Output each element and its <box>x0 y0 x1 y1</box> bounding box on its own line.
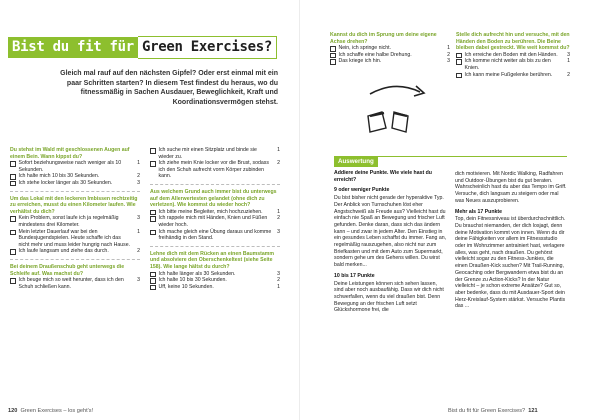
checkbox-icon[interactable] <box>150 272 156 278</box>
quiz-question: Stelle dich aufrecht hin und versuche, mit den Händen den Boden zu berühren. Die Beine bleiben dabei gestreckt. Wie weit kommst du? <box>456 32 570 52</box>
page-number-right: 121 <box>528 408 538 414</box>
checkbox-icon[interactable] <box>150 278 156 284</box>
evaluation-column-1 <box>334 170 447 318</box>
page-number-left: 120 <box>8 408 18 414</box>
quiz-option[interactable] <box>330 58 450 65</box>
option-points: 1 <box>277 208 280 215</box>
option-points: 3 <box>137 215 140 222</box>
quiz-option[interactable] <box>150 160 280 180</box>
option-points: 3 <box>277 270 280 277</box>
option-text: Ich kann meine Fußgelenke berühren. <box>464 71 553 78</box>
checkbox-icon[interactable] <box>330 46 336 52</box>
quiz-column-1 <box>10 147 140 290</box>
quiz-option[interactable] <box>456 52 570 59</box>
option-points: 2 <box>137 173 140 180</box>
quiz-option[interactable] <box>10 173 140 180</box>
quiz-option[interactable] <box>10 229 140 249</box>
quiz-column-3 <box>330 32 450 65</box>
checkbox-icon[interactable] <box>150 285 156 291</box>
checkbox-icon[interactable] <box>150 216 156 222</box>
question-divider <box>150 184 280 185</box>
option-points: 3 <box>277 228 280 235</box>
option-text: Ich halte länger als 30 Sekunden. <box>158 270 236 277</box>
option-text: Ich schaffe eine halbe Drehung. <box>338 51 412 58</box>
quiz-option[interactable] <box>10 248 140 255</box>
option-text: Sofort beziehungsweise nach weniger als 10 Sekunden. <box>18 160 122 173</box>
quiz-option[interactable] <box>10 180 140 187</box>
checkbox-icon[interactable] <box>10 230 16 236</box>
rotation-arrow-icon <box>370 86 420 94</box>
quiz-column-4 <box>456 32 570 78</box>
checkbox-icon[interactable] <box>10 181 16 187</box>
quiz-option[interactable] <box>10 277 140 290</box>
quiz-option[interactable] <box>330 52 450 59</box>
checkbox-icon[interactable] <box>10 278 16 284</box>
evaluation-heading: 9 oder weniger Punkte <box>334 187 390 194</box>
quiz-option[interactable] <box>150 229 280 242</box>
quiz-option[interactable] <box>456 72 570 79</box>
quiz-question: Bei deinem Draußenschub geht unterwegs die Schleife auf. Was machst du? <box>10 263 125 277</box>
quiz-option[interactable] <box>150 277 280 284</box>
checkbox-icon[interactable] <box>330 53 336 59</box>
option-text: Ich erreiche den Boden mit den Händen. <box>464 51 558 58</box>
footer-left <box>8 408 93 414</box>
option-text: Uff, keine 10 Sekunden. <box>158 283 214 290</box>
option-points: 3 <box>137 179 140 186</box>
option-text: Mein letzter Dauerlauf war bei den Bundesjugendspielen. Heute schaffe ich das nicht mehr und muss leider hungrig nach Hause. <box>18 228 131 248</box>
quiz-question: Kannst du dich im Sprung um deine eigene Achse drehen? <box>330 32 437 45</box>
option-text: Kein Problem, sonst laufe ich ja regelmäßig mindestens drei Kilometer. <box>18 215 119 228</box>
jump-turn-illustration <box>340 76 450 134</box>
checkbox-icon[interactable] <box>150 230 156 236</box>
quiz-column-2 <box>150 147 280 290</box>
option-points: 3 <box>447 58 450 65</box>
quiz-question: Aus welchem Grund auch immer bist du unterwegs auf dem Allerwertesten gelandet (ohne dich zu verletzen). Wie kommst du wieder hoch? <box>150 188 277 209</box>
option-text: Ich rappele mich mit Händen, Knien und Füßen wieder hoch. <box>158 215 268 228</box>
quiz-option[interactable] <box>150 209 280 216</box>
option-points: 3 <box>137 277 140 284</box>
evaluation-heading: Mehr als 17 Punkte <box>455 208 502 215</box>
quiz-question: Lehne dich mit dem Rücken an einen Baumstamm und absolviere den Oberschenkeltest (siehe Seite 158). Wie lange hältst du durch? <box>150 250 274 270</box>
quiz-option[interactable] <box>10 215 140 228</box>
option-points: 3 <box>567 51 570 58</box>
option-points: 2 <box>137 248 140 255</box>
quiz-option[interactable] <box>10 160 140 173</box>
option-points: 2 <box>277 215 280 222</box>
page-title <box>8 36 277 59</box>
quiz-option[interactable] <box>150 147 280 160</box>
option-points: 2 <box>277 277 280 284</box>
evaluation-heading: 10 bis 17 Punkte <box>334 272 375 279</box>
checkbox-icon[interactable] <box>150 210 156 216</box>
option-text: Das kriege ich hin. <box>338 58 382 65</box>
title-rest: Green Exercises? <box>138 36 277 59</box>
option-points: 1 <box>447 45 450 52</box>
option-text: Ich halte 10 bis 30 Sekunden. <box>158 277 227 284</box>
evaluation-column-2 <box>455 170 567 314</box>
footer-section-bold: Green Exercises <box>20 408 62 414</box>
evaluation-header <box>334 156 567 167</box>
quiz-option[interactable] <box>456 58 570 71</box>
option-points: 1 <box>277 147 280 153</box>
option-text: Ich beuge mich so weit herunter, dass ich den Schuh schließen kann. <box>18 277 124 290</box>
option-text: Ich suche mir einen Sitzplatz und binde sie wieder zu. <box>158 147 257 160</box>
checkbox-icon[interactable] <box>150 161 156 167</box>
evaluation-text: Top, dein Fitnessniveau ist überdurchschnittlich. Du brauchst niemanden, der dich losjagt, denn deine Motivation kommt von innen. Wenn du dir deine Fähigkeiten vor allem im Fitnessstudio oder im Wohnzimmer antrainiert hast, verlagere alles, was geht, nach draußen. Du gehörst vielleicht sogar zu den Fitness-Junkies, die einen Draußen-Kick suchen? Mit Trail-Running, Geocaching oder Bergwandern etwa bist du an der Grenze zu Action-Kicks? In der Natur vielleicht – je schon extreme Ansätze? Gut so, aber bedenke, dass du mit Ausdauer-Sport dein Herz-Kreislauf-System stärkst. Versuche Plantis das ... <box>455 216 566 310</box>
checkbox-icon[interactable] <box>150 148 156 154</box>
checkbox-icon[interactable] <box>10 249 16 255</box>
option-points: 1 <box>137 160 140 167</box>
intro-text: Gleich mal rauf auf den nächsten Gipfel? Oder erst einmal mit ein paar Schritten starten? In diesem Test findest du heraus, wo du fitnessmäßig in Sachen Ausdauer, Beweglichkeit, Kraft und Koordinationsvermögen stehst. <box>60 70 278 106</box>
checkbox-icon[interactable] <box>456 53 462 59</box>
quiz-option[interactable] <box>150 284 280 291</box>
checkbox-icon[interactable] <box>330 59 336 65</box>
option-text: Ich mache gleich eine Übung daraus und komme freihändig in den Stand. <box>158 228 272 242</box>
option-text: Ich ziehe mein Knie locker vor die Brust, sodass ich den Schuh aufrecht vorm Körper zubinden kann. <box>158 160 269 180</box>
checkbox-icon[interactable] <box>456 59 462 65</box>
option-text: Ich stehe locker länger als 30 Sekunden. <box>18 179 113 186</box>
option-points: 1 <box>277 283 280 290</box>
question-divider <box>10 259 140 260</box>
option-points: 2 <box>567 71 570 78</box>
option-text: Ich halte mich 10 bis 30 Sekunden. <box>18 173 100 180</box>
checkbox-icon[interactable] <box>10 216 16 222</box>
option-text: Ich laufe langsam und ziehe das durch. <box>18 248 109 255</box>
option-points: 2 <box>447 51 450 58</box>
footer-right <box>448 408 538 414</box>
title-highlight: Bist du fit für <box>8 37 138 58</box>
evaluation-label: Auswertung <box>334 157 378 167</box>
footer-title-right: Bist du fit für Green Exercises? <box>448 408 526 414</box>
evaluation-text: Du bist bisher nicht gerade der hyperaktive Typ. Der Anblick von Turnschuhen löst eher Angstschweiß als Freude aus? Vielleicht hast du einfach nie Spaß an Bewegung und frischer Luft gefunden. Denke daran, dass sich das ändern kann – und zwar in jedem Alter. Den Einstieg in ein gesundes Leben schaffst du immer. Fang an, regelmäßig rauszugehen, also nicht nur zum Briefkasten und mit dem Auto zum Supermarkt, sondern gehe um des Gehens willen. Du wirst bald merken... <box>334 195 447 269</box>
footer-section-rest: – los geht's! <box>61 408 94 414</box>
evaluation-text: Deine Leistungen können sich sehen lassen, sind aber noch ausbaufähig. Dass wir dich nicht schwerfallen, wenn du viel draußen bist. Denn Bewegung an der frischen Luft setzt Glückshormone frei, die <box>334 280 444 314</box>
evaluation-text: dich motivieren. Mit Nordic Walking, Radfahren und Outdoor-Übungen bist du gut beraten. Wahrscheinlich hast du aber das Tempo im Griff. Versuche, dich langsam zu steigern oder mal was Neues auszuprobieren. <box>455 171 567 204</box>
quiz-option[interactable] <box>150 271 280 278</box>
checkbox-icon[interactable] <box>10 174 16 180</box>
question-divider <box>10 191 140 192</box>
option-text: Ich bitte meine Begleiter, mich hochzuziehen. <box>158 208 263 215</box>
right-page <box>300 0 600 420</box>
option-points: 1 <box>567 58 570 65</box>
option-text: Ich komme nicht weiter als bis zu den Knien. <box>464 58 551 71</box>
question-divider <box>150 246 280 247</box>
quiz-question: Du stehst im Wald mit geschlossenen Augen auf einem Bein. Wann kippst du? <box>10 147 130 160</box>
option-points: 1 <box>137 228 140 235</box>
checkbox-icon[interactable] <box>10 161 16 167</box>
quiz-question: Um das Lokal mit den leckeren Imbissen rechtzeitig zu erreichen, musst du einen Kilometer laufen. Wie verhältst du dich? <box>10 195 138 215</box>
quiz-option[interactable] <box>330 45 450 52</box>
evaluation-heading: Addiere deine Punkte. Wie viele hast du erreicht? <box>334 170 432 183</box>
quiz-option[interactable] <box>150 215 280 228</box>
option-text: Nein, ich springe nicht. <box>338 45 391 52</box>
checkbox-icon[interactable] <box>456 73 462 79</box>
option-points: 2 <box>277 160 280 167</box>
